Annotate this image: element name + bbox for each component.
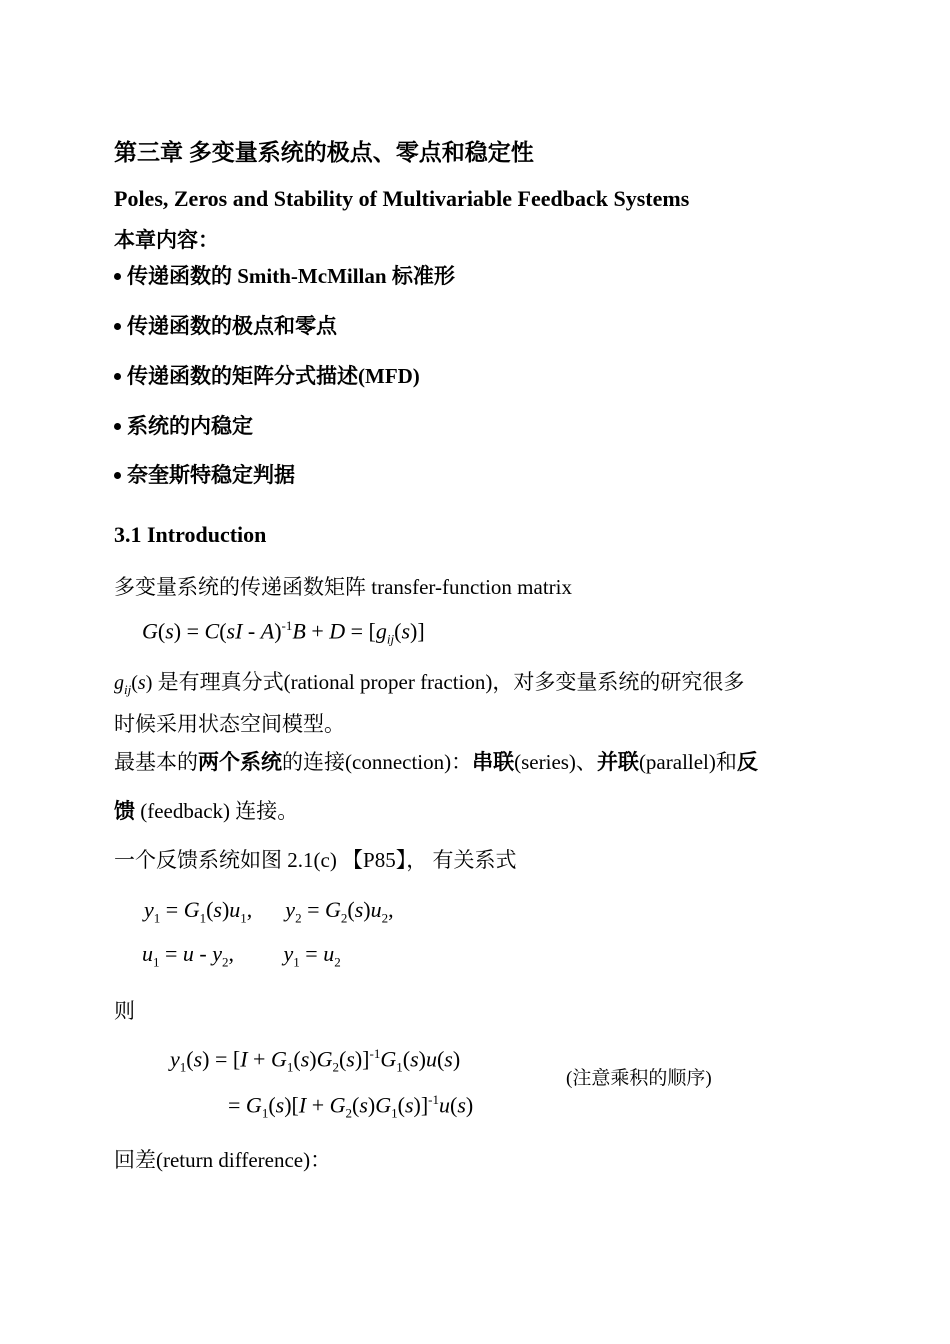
list-item: 系统的内稳定 xyxy=(114,410,253,440)
paragraph-2b: 时候采用状态空间模型。 xyxy=(114,712,345,736)
then-label: 则 xyxy=(114,999,135,1023)
paragraph-4: 一个反馈系统如图 2.1(c) 【P85】， 有关系式 xyxy=(114,848,517,872)
paragraph-2a: $g_{ij}(s)$ 是有理真分式(rational proper fraction)，对多变量系统的研究很多 xyxy=(114,670,745,697)
equation-closed-loop-1: $y_1(s) = [I + G_1(s)G_2(s)]^{-1}G_1(s)u(s)$ xyxy=(170,1046,461,1075)
bullet-icon xyxy=(114,373,121,380)
product-order-note: (注意乘积的顺序) xyxy=(566,1068,712,1089)
equation-relations-2: $u_1 = u - y_2$, $y_1 = u_2$ xyxy=(142,941,341,970)
paragraph-3b: 馈 (feedback) 连接。 xyxy=(114,799,299,823)
equation-relations-1: $y_1 = G_1(s)u_1$, $y_2 = G_2(s)u_2$, xyxy=(144,897,394,926)
paragraph-1: 多变量系统的传递函数矩阵 transfer-function matrix xyxy=(114,575,572,599)
list-item: 奈奎斯特稳定判据 xyxy=(114,459,295,489)
chapter-title-cn: 第三章 多变量系统的极点、零点和稳定性 xyxy=(114,140,534,165)
gij-symbol: $g_{ij}(s)$ xyxy=(114,672,153,697)
equation-closed-loop-2: = $G_1(s)[I + G_2(s)G_1(s)]^{-1}u(s)$ xyxy=(228,1092,474,1121)
paragraph-3a: 最基本的两个系统的连接(connection)：串联(series)、并联(parallel)和反 xyxy=(114,750,758,774)
contents-label: 本章内容： xyxy=(114,228,219,252)
list-item: 传递函数的极点和零点 xyxy=(114,310,337,340)
section-heading: 3.1 Introduction xyxy=(114,522,267,547)
bullet-icon xyxy=(114,423,121,430)
bullet-icon xyxy=(114,472,121,479)
chapter-title-en: Poles, Zeros and Stability of Multivariable Feedback Systems xyxy=(114,186,690,211)
list-item: 传递函数的矩阵分式描述(MFD) xyxy=(114,360,420,390)
return-difference-label: 回差(return difference)： xyxy=(114,1148,332,1172)
bullet-icon xyxy=(114,323,121,330)
bullet-icon xyxy=(114,273,121,280)
list-item: 传递函数的 Smith-McMillan 标准形 xyxy=(114,260,455,290)
equation-transfer-matrix: $G(s) = C(sI - A)^{-1}B + D = [g_{ij}(s)]$ xyxy=(142,618,425,647)
